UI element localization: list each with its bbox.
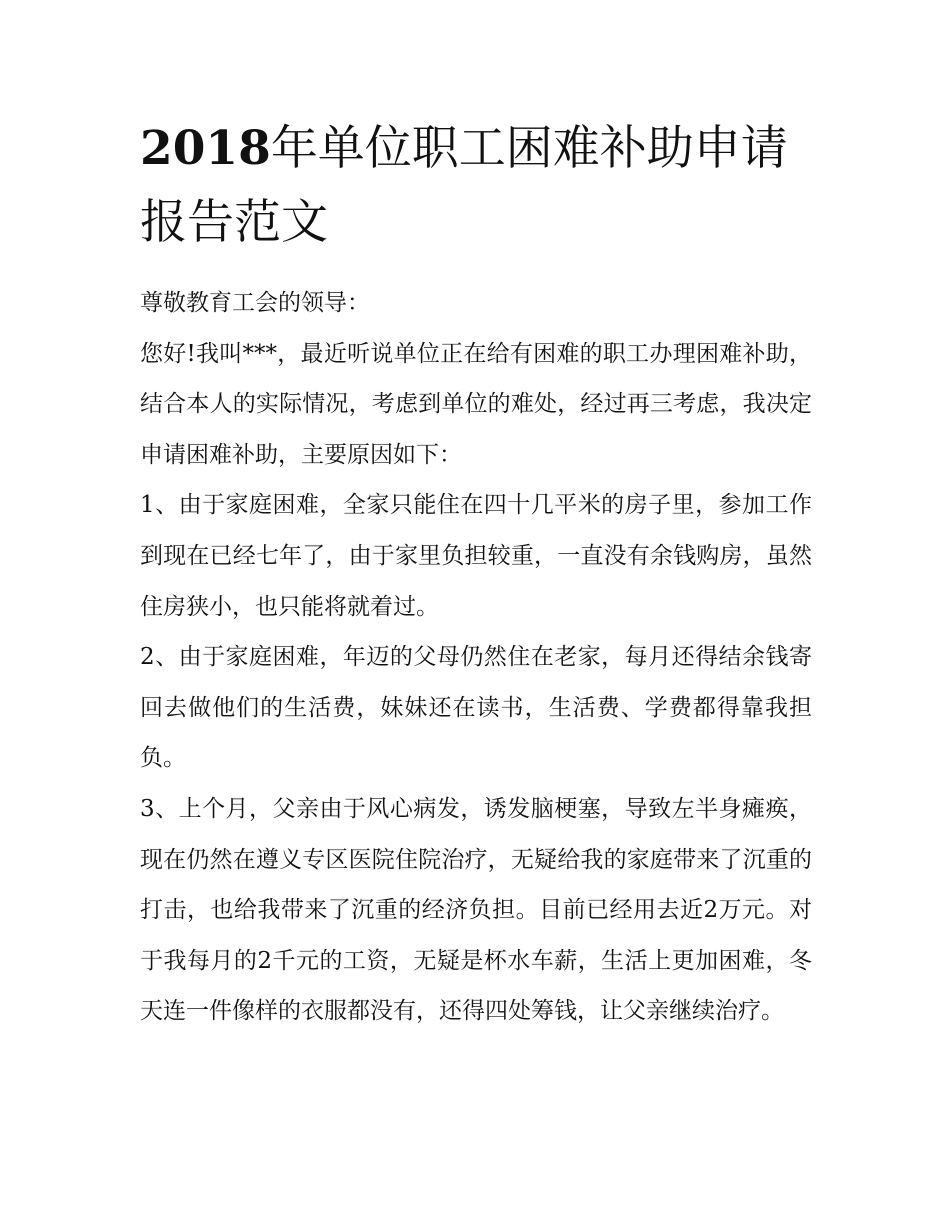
paragraph-intro: 您好!我叫***，最近听说单位正在给有困难的职工办理困难补助，结合本人的实际情况，考虑到单位的难处，经过再三考虑，我决定申请困难补助，主要原因如下： (140, 340, 812, 468)
title-year: 2018 (140, 121, 271, 176)
title-text: 年单位职工困难补助申请报告范文 (140, 121, 788, 250)
document-page (140, 112, 812, 1037)
paragraph-reason-2: 2、由于家庭困难，年迈的父母仍然住在老家，每月还得结余钱寄回去做他们的生活费，妹妹还在读书，生活费、学费都得靠我担负。 (140, 644, 812, 772)
document-title (140, 112, 812, 260)
document-body (140, 278, 812, 1037)
salutation: 尊敬教育工会的领导： (140, 290, 370, 316)
paragraph-reason-1: 1、由于家庭困难，全家只能住在四十几平米的房子里，参加工作到现在已经七年了，由于家里负担较重，一直没有余钱购房，虽然住房狭小，也只能将就着过。 (140, 492, 812, 620)
paragraph-reason-3: 3、上个月，父亲由于风心病发，诱发脑梗塞，导致左半身瘫痪，现在仍然在遵义专区医院住院治疗，无疑给我的家庭带来了沉重的打击，也给我带来了沉重的经济负担。目前已经用去近2万元。对于我每月的2千元的工资，无疑是杯水车薪，生活上更加困难，冬天连一件像样的衣服都没有，还得四处筹钱，让父亲继续治疗。 (140, 795, 812, 1025)
